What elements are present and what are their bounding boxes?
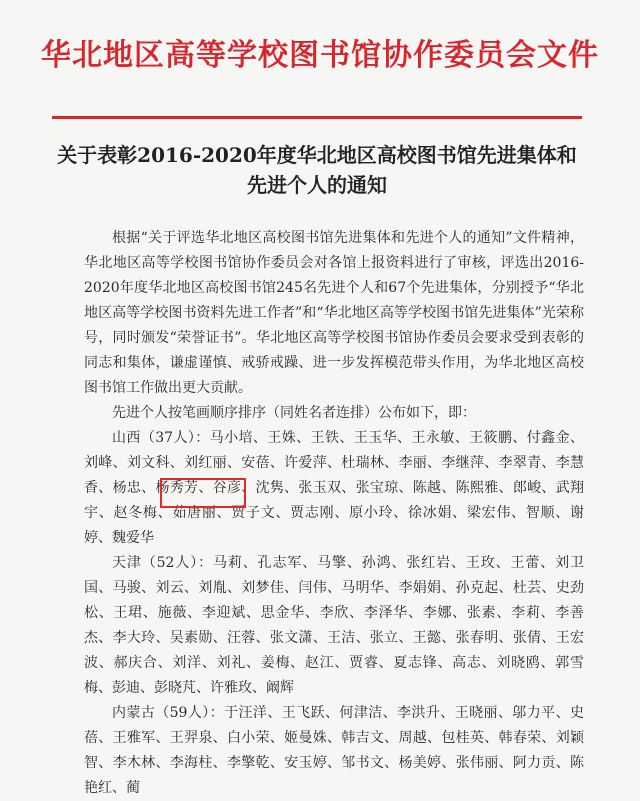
org-letterhead: 华北地区高等学校图书馆协作委员会文件 <box>41 38 599 73</box>
document-title: 关于表彰2016-2020年度华北地区高校图书馆先进集体和先进个人的通知 <box>57 143 577 197</box>
intro-paragraph: 根据“关于评选华北地区高校图书馆先进集体和先进个人的通知”文件精神，华北地区高等学校图书馆协作委员会对各馆上报资料进行了审核，评选出2016-2020年度华北地区高校图书馆245名先进个人和67个先进集体，分别授予“华北地区高等学校图书资料先进工作者”和“华北地区高等学校图书馆先进集体”光荣称号，同时颁发“荣誉证书”。华北地区高等学校图书馆协作委员会要求受到表彰的同志和集体，谦虚谨慎、戒骄戒躁、进一步发挥模范带头作用，为华北地区高校图书馆工作做出更大贡献。 <box>84 230 584 396</box>
letterhead-divider <box>52 116 582 119</box>
neimenggu-list: 内蒙古（59人）：于汪洋、王飞跃、何津洁、李洪升、王晓丽、邬力平、史蓓、王雅军、王羿泉、白小荣、姬曼姝、韩吉文、周越、包桂英、韩春荣、刘颖智、李木林、李海柱、李擎乾、安玉婷、邹书文、杨美婷、张伟丽、阿力贡、陈艳红、蔺 <box>84 705 584 796</box>
document-body <box>84 226 584 801</box>
shanxi-list: 山西（37人）：马小培、王姝、王铁、王玉华、王永敏、王筱鹏、付鑫金、刘峰、刘文科、刘红丽、安蓓、许爱萍、杜瑞林、李丽、李继萍、李翠青、李慧香、杨忠、杨秀芳、谷彦、沈隽、张玉双、张宝琼、陈越、陈熙雅、郎峻、武翔宇、赵冬梅、茹唐丽、贾子文、贾志刚、原小玲、徐冰娟、梁宏伟、智顺、谢婷、魏爱华 <box>84 430 584 546</box>
list-intro: 先进个人按笔画顺序排序（同姓名者连排）公布如下，即： <box>112 405 476 421</box>
highlight-annotation <box>160 478 246 508</box>
tianjin-list: 天津（52人）：马莉、孔志军、马擎、孙鸿、张红岩、王玫、王蕾、刘卫国、马骏、刘云、刘胤、刘梦佳、闫伟、马明华、李娟娟、孙克起、杜芸、史劲松、王珺、施薇、李迎斌、思金华、李欣、李泽华、李娜、张素、李莉、李善杰、李大玲、吴素勋、汪蓉、张文潇、王洁、张立、王懿、张春明、张倩、王宏波、郝庆合、刘洋、刘礼、姜梅、赵江、贾睿、夏志锋、高志、刘晓鸥、郭雪梅、彭迪、彭晓芃、许雅玫、阚辉 <box>84 555 584 696</box>
